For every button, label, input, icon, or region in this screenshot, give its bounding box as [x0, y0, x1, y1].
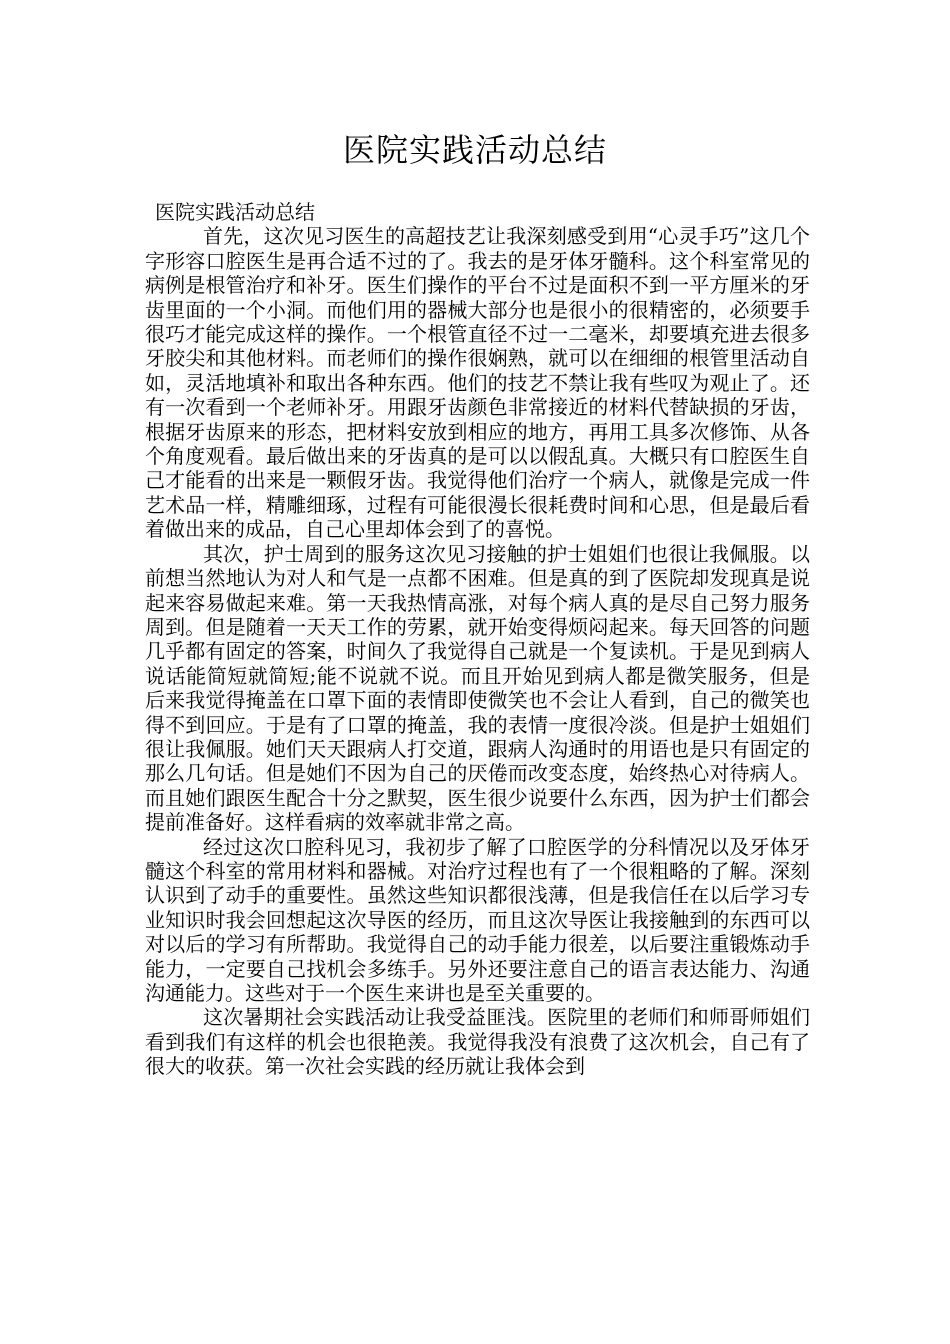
paragraph-4: 这次暑期社会实践活动让我受益匪浅。医院里的老师们和师哥师姐们看到我们有这样的机会也很艳羡。我觉得我没有浪费了这次机会，自己有了很大的收获。第一次社会实践的经历就让我体会到: [145, 1005, 810, 1079]
paragraph-1: 首先，这次见习医生的高超技艺让我深刻感受到用“心灵手巧”这几个字形容口腔医生是再合适不过的了。我去的是牙体牙髓科。这个科室常见的病例是根管治疗和补牙。医生们操作的平台不过是面积不到一平方厘米的牙齿里面的一个小洞。而他们用的器械大部分也是很小的很精密的，必须要手很巧才能完成这样的操作。一个根管直径不过一二毫米，却要填充进去很多牙胶尖和其他材料。而老师们的操作很娴熟，就可以在细细的根管里活动自如，灵活地填补和取出各种东西。他们的技艺不禁让我有些叹为观止了。还有一次看到一个老师补牙。用跟牙齿颜色非常接近的材料代替缺损的牙齿，根据牙齿原来的形态，把材料安放到相应的地方，再用工具多次修饰、从各个角度观看。最后做出来的牙齿真的是可以以假乱真。大概只有口腔医生自己才能看的出来是一颗假牙齿。我觉得他们治疗一个病人，就像是完成一件艺术品一样，精雕细琢，过程有可能很漫长很耗费时间和心思，但是最后看着做出来的成品，自己心里却体会到了的喜悦。: [145, 224, 810, 542]
paragraph-2: 其次，护士周到的服务这次见习接触的护士姐姐们也很让我佩服。以前想当然地认为对人和气是一点都不困难。但是真的到了医院却发现真是说起来容易做起来难。第一天我热情高涨，对每个病人真的是尽自己努力服务周到。但是随着一天天工作的劳累，就开始变得烦闷起来。每天回答的问题几乎都有固定的答案，时间久了我觉得自己就是一个复读机。于是见到病人说话能简短就简短;能不说就不说。而且开始见到病人都是微笑服务，但是后来我觉得掩盖在口罩下面的表情即使微笑也不会让人看到，自己的微笑也得不到回应。于是有了口罩的掩盖，我的表情一度很冷淡。但是护士姐姐们很让我佩服。她们天天跟病人打交道，跟病人沟通时的用语也是只有固定的那么几句话。但是她们不因为自己的厌倦而改变态度，始终热心对待病人。而且她们跟医生配合十分之默契，医生很少说要什么东西，因为护士们都会提前准备好。这样看病的效率就非常之高。: [145, 541, 810, 835]
document-body: [145, 200, 810, 1079]
paragraph-3: 经过这次口腔科见习，我初步了解了口腔医学的分科情况以及牙体牙髓这个科室的常用材料和器械。对治疗过程也有了一个很粗略的了解。深刻认识到了动手的重要性。虽然这些知识都很浅薄，但是我信任在以后学习专业知识时我会回想起这次导医的经历，而且这次导医让我接触到的东西可以对以后的学习有所帮助。我觉得自己的动手能力很差，以后要注重锻炼动手能力，一定要自己找机会多练手。另外还要注意自己的语言表达能力、沟通沟通能力。这些对于一个医生来讲也是至关重要的。: [145, 834, 810, 1005]
document-title: 医院实践活动总结: [342, 131, 607, 169]
document-subheading: 医院实践活动总结: [155, 200, 315, 224]
